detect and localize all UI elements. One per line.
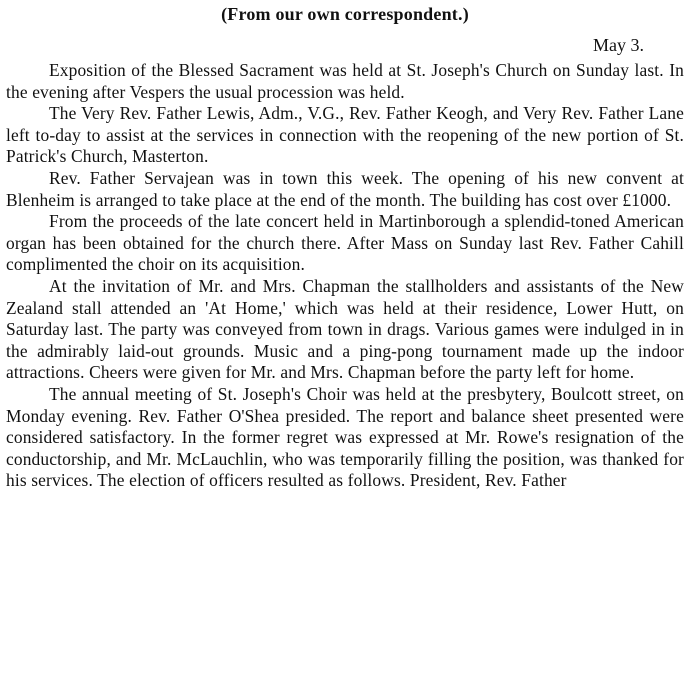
dateline: May 3. [593, 35, 644, 55]
paragraph-at-home: At the invitation of Mr. and Mrs. Chapman the stallholders and assistants of the New Zealand stall attended an 'At Home,' which was held at their residence, Lower Hutt, on Saturday last. The party was conveyed from town in drags. Various games were indulged in in the admirably laid-out grounds. Music and a ping-pong tournament made up the indoor attractions. Cheers were given for Mr. and Mrs. Chapman before the party left for home. [6, 275, 684, 383]
paragraph-blenheim-convent: Rev. Father Servajean was in town this week. The opening of his new convent at Blenheim is arranged to take place at the end of the month. The building has cost over £1000. [6, 167, 684, 210]
article-column [6, 2, 684, 492]
correspondent-byline: (From our own correspondent.) [221, 4, 469, 24]
paragraph-exposition: Exposition of the Blessed Sacrament was held at St. Joseph's Church on Sunday last. In the evening after Vespers the usual procession was held. [6, 60, 684, 102]
paragraph-choir-meeting: The annual meeting of St. Joseph's Choir was held at the presbytery, Boulcott street, on Monday evening. Rev. Father O'Shea presided. The report and balance sheet presented were considered satisfactory. In the former regret was expressed at Mr. Rowe's resignation of the conductorship, and Mr. McLauchlin, who was temporarily filling the position, was thanked for his services. The election of officers resulted as follows. President, Rev. Father [6, 383, 684, 491]
paragraph-martinborough-organ: From the proceeds of the late concert held in Martinborough a splendid-toned American organ has been obtained for the church there. After Mass on Sunday last Rev. Father Cahill complimented the choir on its acquisition. [6, 211, 684, 275]
paragraph-masterton-services: The Very Rev. Father Lewis, Adm., V.G., Rev. Father Keogh, and Very Rev. Father Lane left to-day to assist at the services in connection with the reopening of the new portion of St. Patrick's Church, Masterton. [6, 103, 684, 167]
